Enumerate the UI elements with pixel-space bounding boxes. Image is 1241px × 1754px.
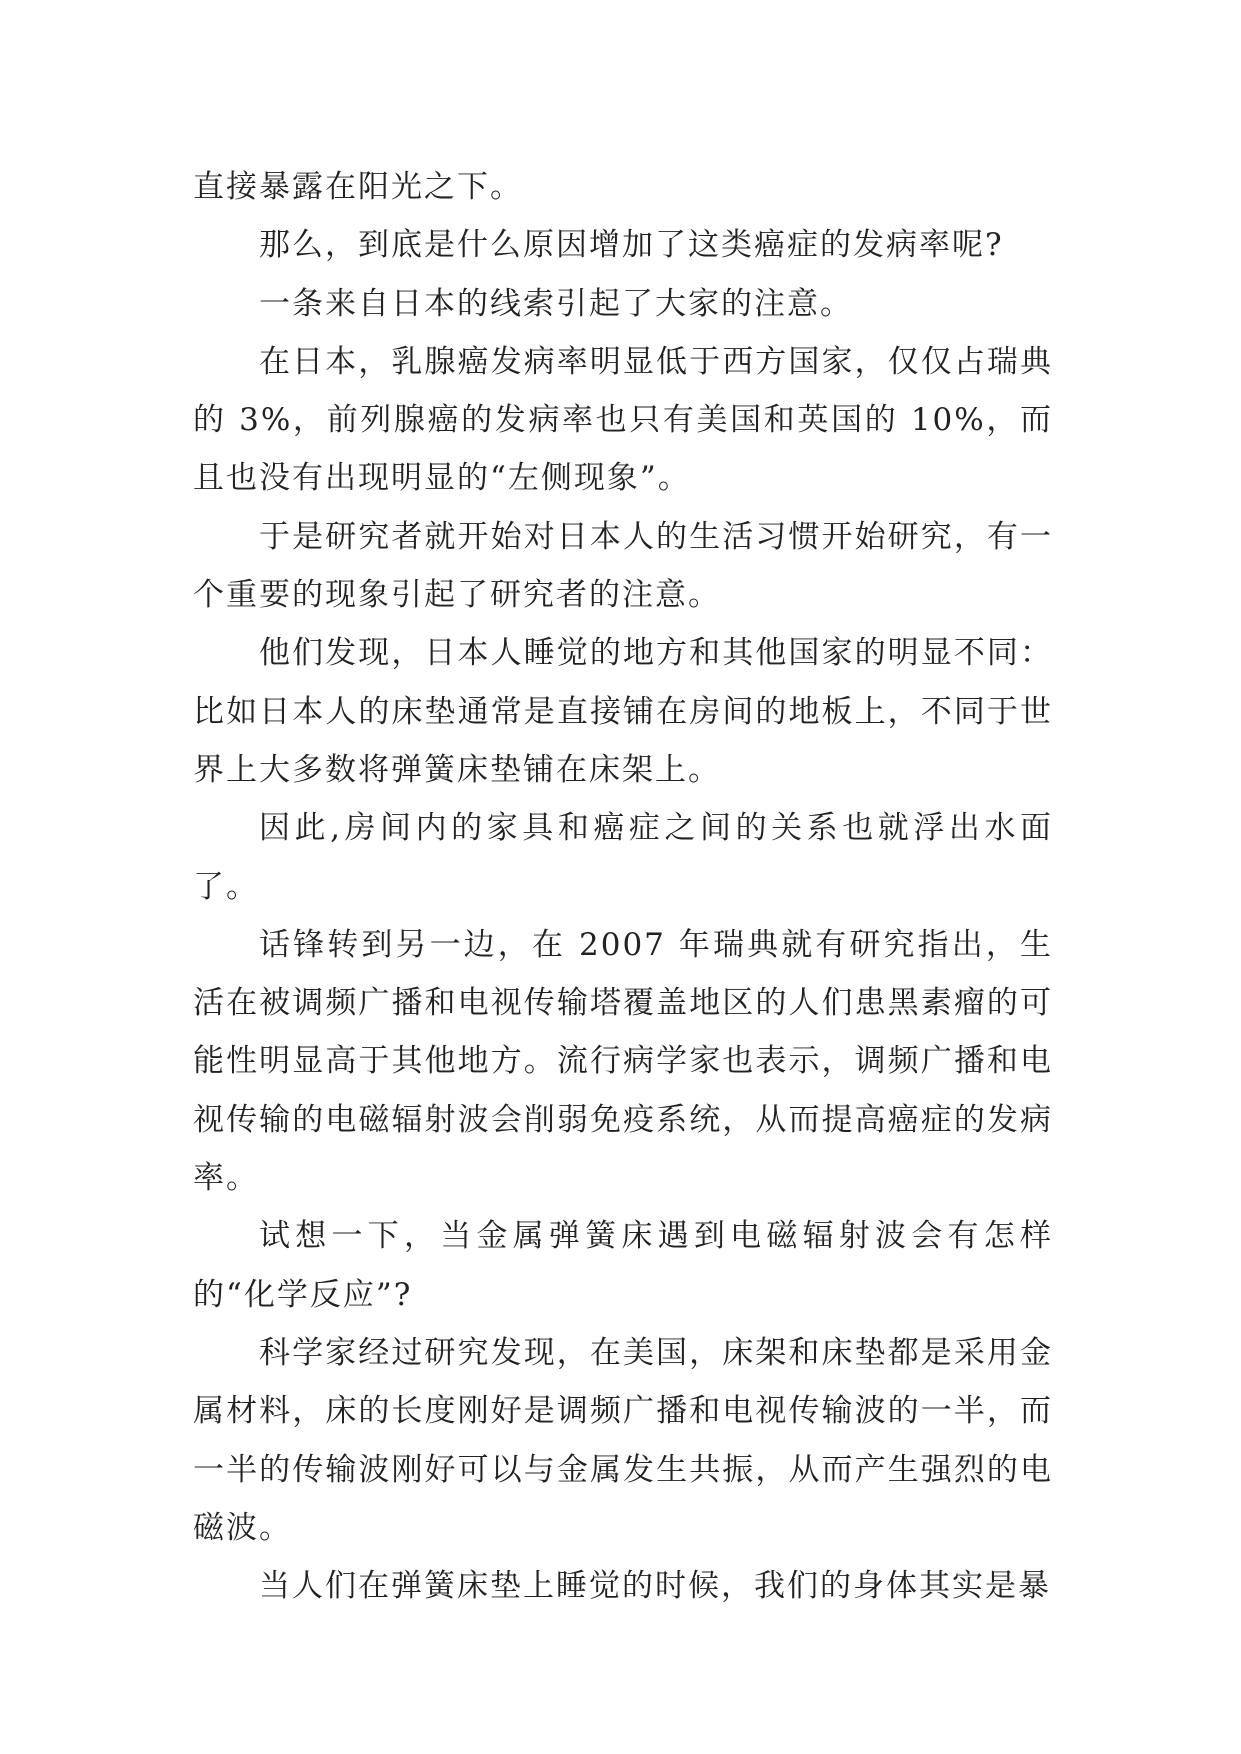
- paragraph-9: 试想一下，当金属弹簧床遇到电磁辐射波会有怎样的“化学反应”?: [193, 1218, 1053, 1313]
- paragraph-6: 他们发现，日本人睡觉的地方和其他国家的明显不同：比如日本人的床垫通常是直接铺在房间的地板上，不同于世界上大多数将弹簧床垫铺在床架上。: [193, 635, 1053, 788]
- document-body: [193, 158, 1053, 1615]
- paragraph-4: 在日本，乳腺癌发病率明显低于西方国家，仅仅占瑞典的 3%，前列腺癌的发病率也只有美国和英国的 10%，而且也没有出现明显的“左侧现象”。: [193, 343, 1053, 497]
- paragraph-8: 话锋转到另一边，在 2007 年瑞典就有研究指出，生活在被调频广播和电视传输塔覆盖地区的人们患黑素瘤的可能性明显高于其他地方。流行病学家也表示，调频广播和电视传输的电磁辐射波会削弱免疫系统，从而提高癌症的发病率。: [193, 926, 1053, 1197]
- paragraph-11: 当人们在弹簧床垫上睡觉的时候，我们的身体其实是暴: [259, 1568, 1051, 1605]
- paragraph-1: 直接暴露在阳光之下。: [193, 169, 523, 205]
- paragraph-7: 因此,房间内的家具和癌症之间的关系也就浮出水面了。: [193, 810, 1053, 905]
- paragraph-2: 那么，到底是什么原因增加了这类癌症的发病率呢?: [259, 227, 1004, 264]
- paragraph-5: 于是研究者就开始对日本人的生活习惯开始研究，有一个重要的现象引起了研究者的注意。: [193, 518, 1053, 614]
- paragraph-10: 科学家经过研究发现，在美国，床架和床垫都是采用金属材料，床的长度刚好是调频广播和电视传输波的一半，而一半的传输波刚好可以与金属发生共振，从而产生强烈的电磁波。: [193, 1334, 1053, 1546]
- paragraph-3: 一条来自日本的线索引起了大家的注意。: [259, 285, 853, 322]
